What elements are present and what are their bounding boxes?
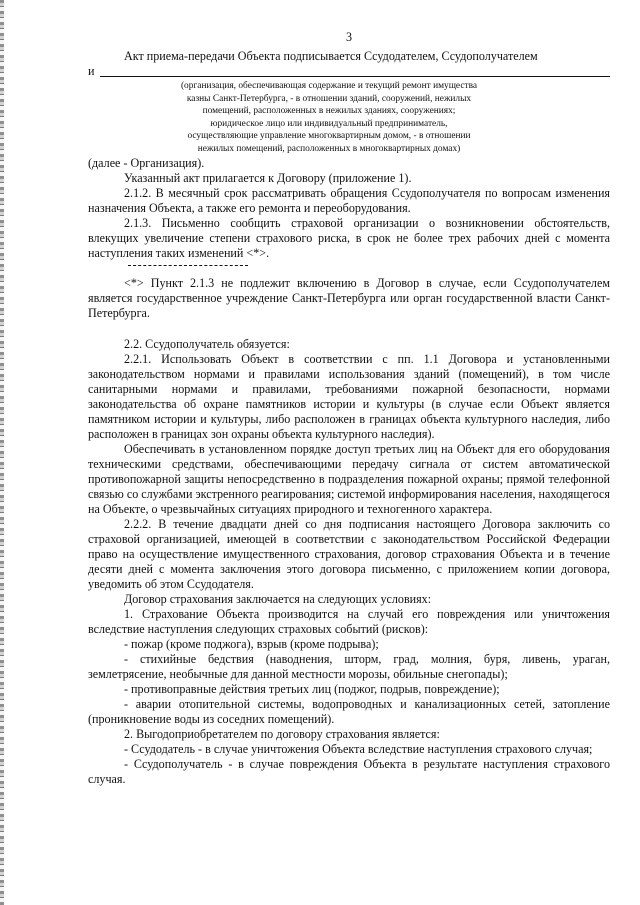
and-label: и — [88, 64, 95, 78]
page-number: 3 — [345, 30, 353, 44]
org-note-line: нежилых помещений, расположенных в многоквартирных домах) — [197, 143, 461, 154]
beneficiary-item: - Ссудодатель - в случае уничтожения Объекта вследствие наступления страхового случая; — [124, 742, 593, 756]
risk-item: - стихийные бедствия (наводнения, шторм, град, молния, буря, ливень, ураган, землетрясение, необычные для данной местности морозы, обильные снегопады); — [88, 652, 610, 681]
organization-blank — [88, 64, 610, 79]
paragraph-2-2-2: 2.2.2. В течение двадцати дней со дня подписания настоящего Договора заключить со страховой организацией, имеющей в соответствии с законодательством Российской Федерации право на осуществление имущественного страхования, договор страхования Объекта и в течение десяти дней с момента заключения этого договора письменно, с приложением копии договора, уведомить об этом Ссудодателя. — [88, 517, 610, 591]
after-organization: (далее - Организация). — [88, 156, 205, 170]
risk-item: - противоправные действия третьих лиц (поджог, подрыв, повреждение); — [124, 682, 500, 696]
paragraph-2-1-3: 2.1.3. Письменно сообщить страховой организации о возникновении обстоятельств, влекущих увеличение степени страхового риска, в срок не более трех рабочих дней с момента наступления таких изменений <*>. — [88, 216, 610, 260]
organization-note — [88, 80, 610, 155]
risk-item: - аварии отопительной системы, водопроводных и канализационных сетей, затопление (проникновение воды из соседних помещений). — [88, 697, 610, 726]
footnote: <*> Пункт 2.1.3 не подлежит включению в Договор в случае, если Ссудополучателем является государственное учреждение Санкт-Петербурга или орган государственной власти Санкт-Петербурга. — [88, 276, 610, 320]
paragraph-2-1-2: 2.1.2. В месячный срок рассматривать обращения Ссудополучателя по вопросам изменения назначения Объекта, а также его ремонта и переоборудования. — [88, 186, 610, 215]
document-page — [88, 30, 610, 787]
paragraph-2-2-1: 2.2.1. Использовать Объект в соответствии с пп. 1.1 Договора и установленными законодательством нормами и правилами использования зданий (помещений), в том числе санитарными нормами и правилами, требованиями пожарной безопасности, нормами законодательства об охране памятников истории и культуры (в случае если Объект является памятником истории и культуры, либо расположен в границах объекта культурного наследия, либо расположен в границах зон охраны объекта культурного наследия). — [88, 352, 610, 441]
org-note-line: помещений, расположенных в нежилых зданиях, сооружениях; — [202, 106, 456, 116]
org-note-line: (организация, обеспечивающая содержание и текущий ремонт имущества — [180, 81, 478, 91]
blank-underline — [100, 76, 610, 77]
org-note-line: казны Санкт-Петербурга, - в отношении зданий, сооружений, нежилых — [186, 93, 472, 104]
paragraph-2-2: 2.2. Ссудополучатель обязуется: — [124, 337, 290, 351]
section-gap — [88, 321, 610, 337]
intro-paragraph: Акт приема-передачи Объекта подписывается Ссудодателем, Ссудополучателем — [124, 49, 538, 63]
paragraph-condition-2: 2. Выгодоприобретателем по договору страхования является: — [124, 727, 440, 741]
paragraph-conditions: Договор страхования заключается на следующих условиях: — [124, 592, 432, 606]
risk-item: - пожар (кроме поджога), взрыв (кроме подрыва); — [124, 637, 379, 651]
org-note-line: осуществляющие управление многоквартирным домом, - в отношении — [187, 131, 471, 141]
paragraph-attached: Указанный акт прилагается к Договору (приложение 1). — [124, 171, 412, 185]
org-note-line: юридическое лицо или индивидуальный предприниматель, — [210, 118, 448, 129]
scan-edge-artifact — [0, 0, 4, 905]
paragraph-access: Обеспечивать в установленном порядке доступ третьих лиц на Объект для его оборудования техническими средствами, обеспечивающими передачу сигнала от систем автоматической противопожарной защиты непосредственно в подразделения пожарной охраны; прямой телефонной связью со службами экстренного реагирования; системой информирования населения, находящегося на Объекте, о чрезвычайных ситуациях природного и техногенного характера. — [88, 442, 610, 516]
paragraph-condition-1: 1. Страхование Объекта производится на случай его повреждения или уничтожения вследствие наступления следующих страховых событий (рисков): — [88, 607, 610, 636]
beneficiary-item: - Ссудополучатель - в случае повреждения Объекта в результате наступления страхового случая. — [88, 757, 610, 786]
footnote-separator — [128, 265, 248, 276]
